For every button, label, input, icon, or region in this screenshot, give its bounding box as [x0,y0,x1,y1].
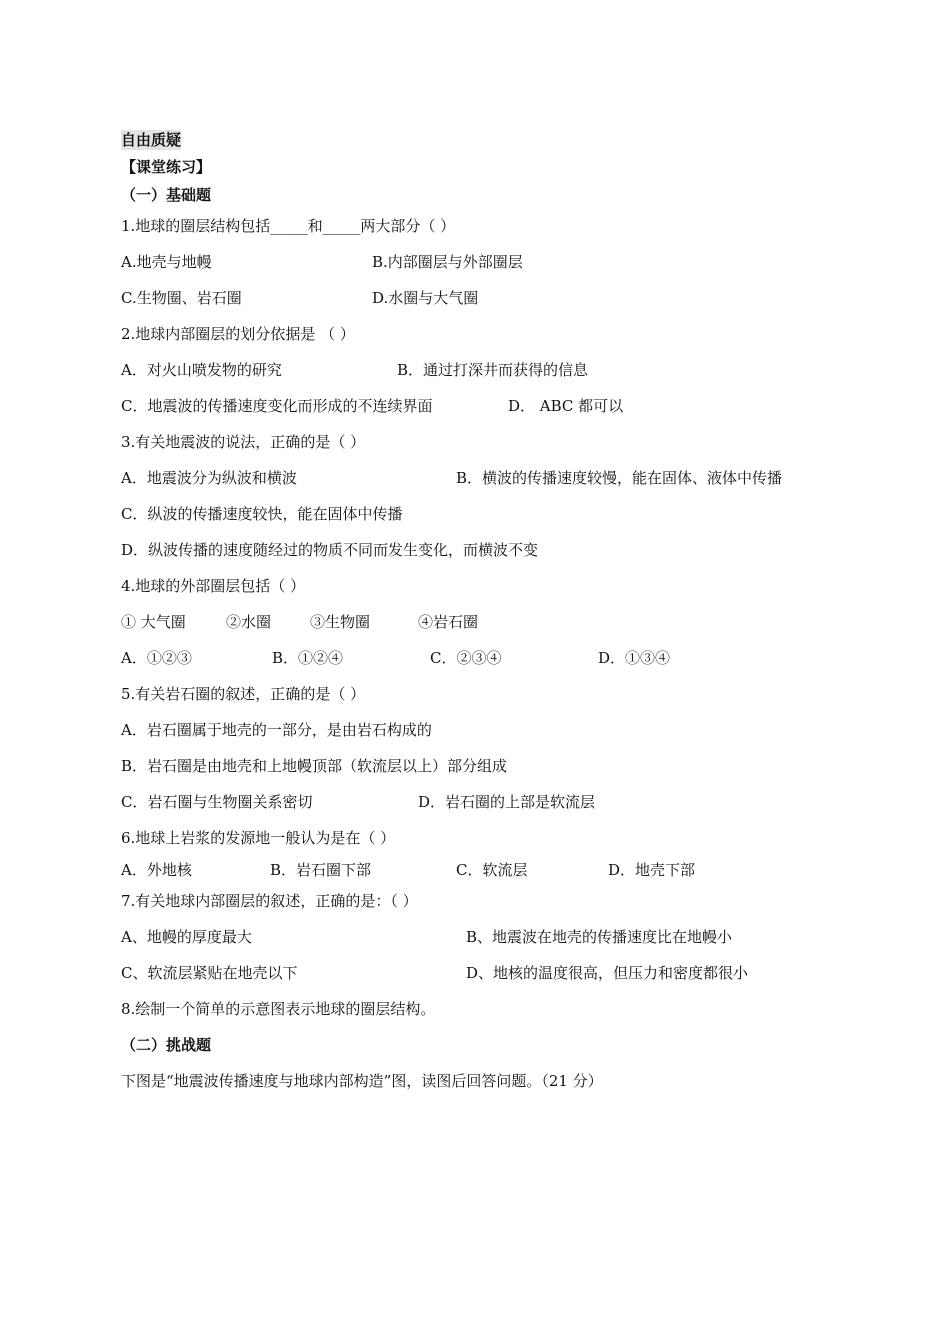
q6-option-c: C．软流层 [456,861,528,879]
q1-option-d: D.水圈与大气圈 [372,289,479,307]
q2-option-b: B．通过打深井而获得的信息 [397,361,589,379]
q3-option-a: A．地震波分为纵波和横波 [121,469,297,487]
question-3: 3.有关地震波的说法，正确的是（ ） [121,433,366,451]
challenge-intro: 下图是“地震波传播速度与地球内部构造”图，读图后回答问题。（21 分） [121,1072,603,1090]
q4-item-4: ④岩石圈 [418,613,479,631]
q4-item-3: ③生物圈 [310,613,371,631]
q6-option-a: A．外地核 [121,861,192,879]
q3-option-d: D．纵波传播的速度随经过的物质不同而发生变化，而横波不变 [121,541,539,559]
question-7: 7.有关地球内部圈层的叙述，正确的是：（ ） [121,892,418,910]
q5-option-a: A．岩石圈属于地壳的一部分，是由岩石构成的 [121,721,432,739]
q1-option-c: C.生物圈、岩石圈 [121,289,242,307]
q7-option-b: B、地震波在地壳的传播速度比在地幔小 [466,928,733,946]
q4-option-d: D．①③④ [598,649,671,667]
q3-option-b: B．横波的传播速度较慢，能在固体、液体中传播 [456,469,783,487]
q5-option-d: D．岩石圈的上部是软流层 [418,793,596,811]
question-2: 2.地球内部圈层的划分依据是 （ ） [121,325,355,343]
q4-option-b: B．①②④ [272,649,344,667]
question-4: 4.地球的外部圈层包括（ ） [121,577,306,595]
q5-option-b: B．岩石圈是由地壳和上地幔顶部（软流层以上）部分组成 [121,757,508,775]
q1-option-a: A.地壳与地幔 [121,253,212,271]
q5-option-c: C．岩石圈与生物圈关系密切 [121,793,313,811]
q7-option-d: D、地核的温度很高，但压力和密度都很小 [466,964,749,982]
q4-option-a: A．①②③ [121,649,192,667]
heading-classroom-practice: 【课堂练习】 [121,158,212,176]
question-8: 8.绘制一个简单的示意图表示地球的圈层结构。 [121,1000,436,1018]
q2-option-c: C．地震波的传播速度变化而形成的不连续界面 [121,397,433,415]
q4-item-2: ②水圈 [226,613,272,631]
q7-option-c: C、软流层紧贴在地壳以下 [121,964,298,982]
q7-option-a: A、地幔的厚度最大 [121,928,252,946]
q2-option-d: D． ABC 都可以 [508,397,624,415]
section-challenge: （二）挑战题 [121,1036,212,1054]
question-6: 6.地球上岩浆的发源地一般认为是在（ ） [121,829,396,847]
q2-option-a: A．对火山喷发物的研究 [121,361,282,379]
q4-item-1: ① 大气圈 [121,613,186,631]
q6-option-b: B．岩石圈下部 [270,861,372,879]
question-1: 1.地球的圈层结构包括_____和_____两大部分（ ） [121,217,456,235]
q1-option-b: B.内部圈层与外部圈层 [372,253,523,271]
question-5: 5.有关岩石圈的叙述，正确的是（ ） [121,685,366,703]
q3-option-c: C．纵波的传播速度较快，能在固体中传播 [121,505,403,523]
heading-free-question: 自由质疑 [121,131,182,149]
q6-option-d: D．地壳下部 [608,861,696,879]
section-basic: （一）基础题 [121,186,212,204]
q4-option-c: C．②③④ [430,649,502,667]
